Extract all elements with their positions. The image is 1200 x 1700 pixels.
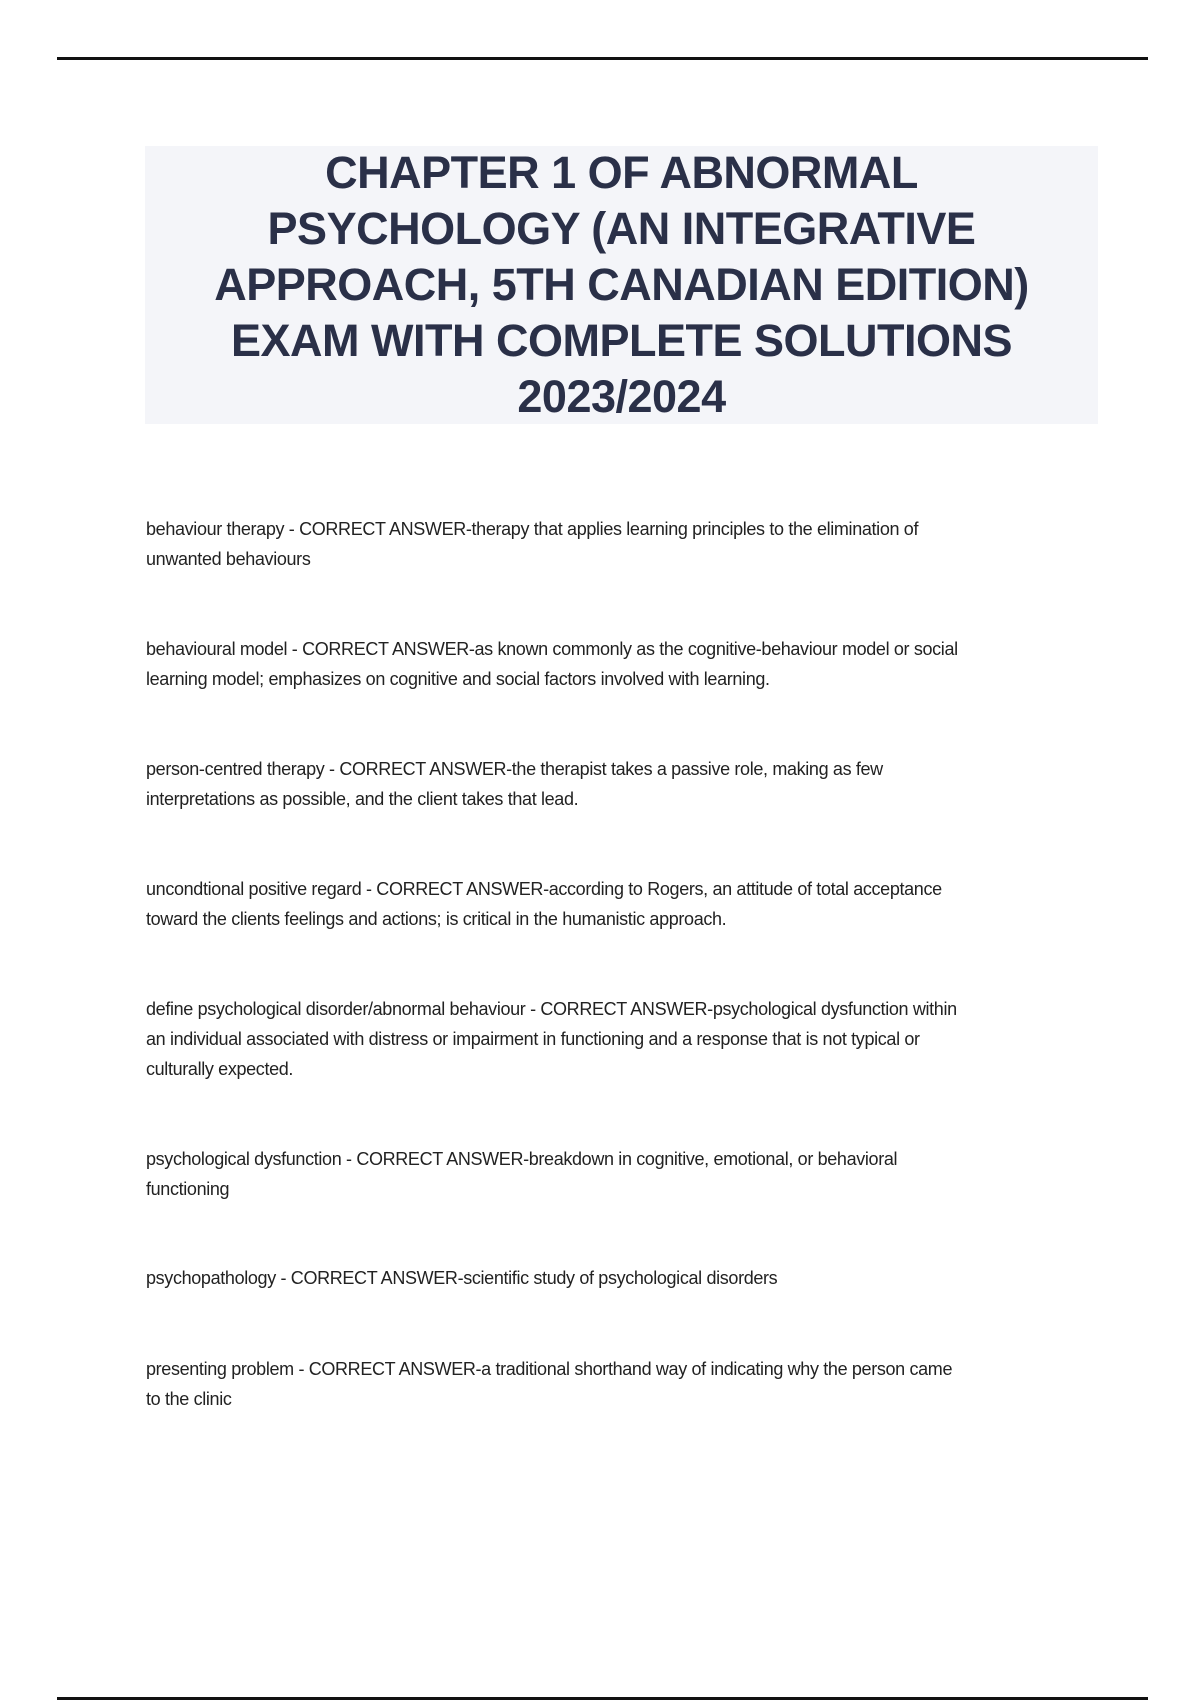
entry-line: psychological dysfunction - CORRECT ANSWER-breakdown in cognitive, emotional, or behavioral (146, 1149, 898, 1169)
entry-line: behavioural model - CORRECT ANSWER-as known commonly as the cognitive-behaviour model or social (146, 639, 958, 659)
qa-entry (146, 514, 1106, 574)
title-line: PSYCHOLOGY (AN INTEGRATIVE (267, 203, 976, 254)
entry-line: functioning (146, 1179, 230, 1199)
qa-entry (146, 994, 1106, 1084)
qa-entry (146, 874, 1106, 934)
qa-entry (146, 754, 1106, 814)
entry-line: behaviour therapy - CORRECT ANSWER-therapy that applies learning principles to the elimination of (146, 519, 919, 539)
qa-entry (146, 1263, 1106, 1293)
entry-line: define psychological disorder/abnormal behaviour - CORRECT ANSWER-psychological dysfunction within (146, 999, 957, 1019)
qa-entry (146, 1354, 1106, 1414)
entry-line: toward the clients feelings and actions; is critical in the humanistic approach. (146, 909, 727, 929)
title-line: APPROACH, 5TH CANADIAN EDITION) (214, 259, 1029, 310)
top-rule (57, 57, 1148, 60)
entry-line: learning model; emphasizes on cognitive and social factors involved with learning. (146, 669, 770, 689)
document-title (145, 146, 1098, 424)
entry-line: to the clinic (146, 1389, 232, 1409)
qa-entry (146, 1144, 1106, 1204)
entry-line: psychopathology - CORRECT ANSWER-scientific study of psychological disorders (146, 1268, 778, 1288)
title-line: CHAPTER 1 OF ABNORMAL (325, 147, 918, 198)
entry-line: person-centred therapy - CORRECT ANSWER-the therapist takes a passive role, making as few (146, 759, 883, 779)
entry-line: presenting problem - CORRECT ANSWER-a traditional shorthand way of indicating why the person came (146, 1359, 953, 1379)
entry-line: interpretations as possible, and the client takes that lead. (146, 789, 579, 809)
title-line: 2023/2024 (517, 371, 726, 422)
qa-entry (146, 634, 1106, 694)
entry-line: unwanted behaviours (146, 549, 311, 569)
entry-line: uncondtional positive regard - CORRECT ANSWER-according to Rogers, an attitude of total acceptance (146, 879, 942, 899)
entry-line: culturally expected. (146, 1059, 294, 1079)
title-line: EXAM WITH COMPLETE SOLUTIONS (231, 315, 1012, 366)
entry-line: an individual associated with distress or impairment in functioning and a response that is not typical or (146, 1029, 920, 1049)
